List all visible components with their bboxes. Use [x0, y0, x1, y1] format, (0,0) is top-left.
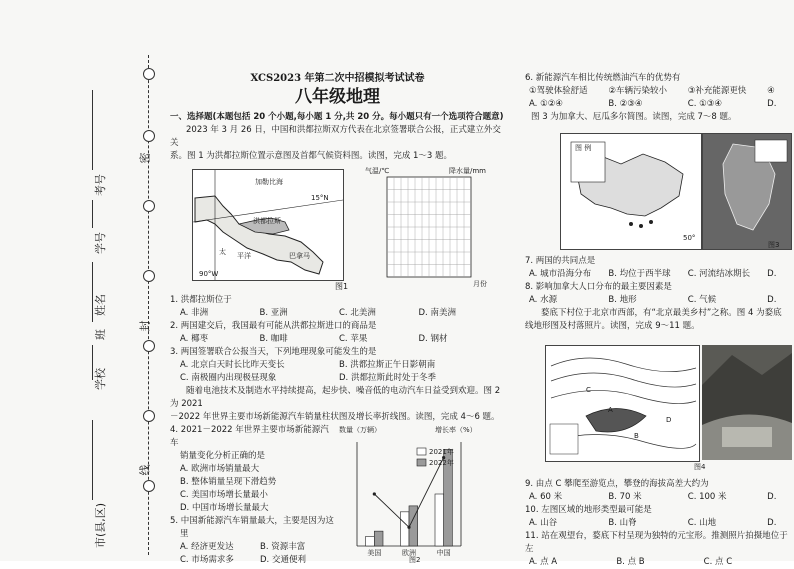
seal-mark: 封 — [138, 320, 152, 332]
question-stem: 11. 站在观望台，婺底下村呈现为独特的元宝形。推测照片拍摄地位于左 — [525, 531, 788, 554]
field-label-city: 市(县,区) — [94, 502, 107, 548]
option-b[interactable]: B. 点 B — [616, 557, 645, 567]
question-2 — [170, 320, 505, 346]
month-unit: 月份 — [473, 280, 487, 288]
contour-map — [545, 345, 700, 462]
binding-strip — [0, 0, 160, 561]
question-stem: 10. 左图区域的地形类型最可能是 — [525, 505, 652, 515]
option-d[interactable]: D. 钢材 — [418, 334, 448, 344]
point-a: A — [608, 406, 613, 414]
option-row — [525, 294, 791, 307]
option-b[interactable]: B. 洪都拉斯正午日影朝南 — [339, 360, 436, 370]
option-d[interactable]: D. 中国市场增长量最大 — [180, 503, 269, 513]
option-b[interactable]: B. ②③④ — [608, 99, 643, 109]
option-a[interactable]: A. 城市沿海分布 — [529, 269, 592, 279]
questions-9-11 — [525, 478, 790, 569]
legend-swatch — [417, 448, 426, 455]
category-label: 欧洲 — [402, 549, 416, 557]
point-d: D — [666, 416, 672, 424]
passage-line: －2022 年世界主要市场新能源汽车销量柱状图及增长率折线图。读图，完成 4～6 题。 — [170, 412, 500, 422]
field-label-name: 姓名 — [94, 294, 107, 316]
option-b[interactable]: B. 资源丰富 — [260, 542, 306, 552]
option-d[interactable]: D. — [767, 295, 777, 305]
option-a[interactable]: A. 60 米 — [529, 492, 563, 502]
right-column — [525, 72, 790, 124]
question-stem: 销量变化分析正确的是 — [180, 451, 266, 461]
option-b[interactable]: B. 均位于西半球 — [608, 269, 671, 279]
ecuador-map — [702, 133, 792, 250]
canal-label: 巴拿马 — [289, 252, 310, 260]
option-c[interactable]: C. ①③④ — [687, 99, 722, 109]
bar — [366, 536, 375, 546]
option-a[interactable]: A. 欧洲市场销量最大 — [180, 464, 260, 474]
option-c[interactable]: C. 苹果 — [339, 334, 368, 344]
seal-mark: 密 — [138, 152, 152, 164]
seal-dot — [143, 130, 155, 142]
seal-dot — [143, 410, 155, 422]
point-c: C — [586, 386, 591, 394]
question-stem: 8. 影响加拿大人口分布的最主要因素是 — [525, 282, 672, 292]
point-b: B — [634, 432, 639, 440]
climate-chart — [365, 165, 495, 290]
seal-mark: 线 — [138, 464, 152, 476]
option-d[interactable]: D. 交通便利 — [260, 555, 306, 565]
field-line[interactable] — [92, 345, 93, 380]
precipitation-axis-title: 降水量/mm — [449, 167, 486, 175]
option-a[interactable]: A. 山谷 — [529, 518, 558, 528]
option-row — [170, 333, 498, 346]
field-line[interactable] — [92, 420, 93, 500]
legend-swatch — [417, 459, 426, 466]
option-b[interactable]: B. 70 米 — [608, 492, 642, 502]
legend-label: 2022年 — [429, 459, 454, 467]
intro-line: 系。图 1 为洪都拉斯位置示意图及首都气候资料图。读图，完成 1～3 题。 — [170, 151, 453, 161]
category-label: 美国 — [367, 549, 382, 557]
option-row — [170, 541, 335, 554]
y2-axis-title: 增长率（%） — [435, 426, 477, 434]
contour-drawing — [546, 346, 699, 461]
section-heading: 一、选择题(本题包括 20 个小题,每小题 1 分,共 20 分。每小题只有一个选项符合题意) — [170, 112, 504, 122]
option-a[interactable]: A. 水源 — [529, 295, 558, 305]
question-stem: 7. 两国的共同点是 — [525, 256, 596, 266]
ev-sales-chart — [335, 424, 485, 564]
latitude-label: 15°N — [311, 194, 329, 202]
option-row — [170, 372, 498, 385]
option-c[interactable]: C. 点 C — [703, 557, 733, 567]
ocean-label: 太 — [219, 248, 226, 256]
legend-title: 图 例 — [575, 144, 592, 152]
option-a[interactable]: A. 点 A — [529, 557, 558, 567]
honduras-map — [192, 169, 344, 281]
option-c[interactable]: C. 市场需求多 — [180, 555, 234, 565]
option-b[interactable]: B. 山脊 — [608, 518, 637, 528]
option-b[interactable]: B. 咖啡 — [259, 334, 288, 344]
passage-line: 线地形图及村落照片。读图，完成 9～11 题。 — [525, 321, 700, 331]
subject-title: 八年级地理 — [295, 87, 380, 107]
bar — [374, 531, 383, 546]
exam-title: XCS2023 年第二次中招模拟考试试卷 — [250, 73, 425, 84]
option-d[interactable]: D. 洪都拉斯此时处于冬季 — [339, 373, 436, 383]
photo-drawing — [702, 345, 792, 460]
option-d[interactable]: D. 南美洲 — [418, 308, 456, 318]
option-a[interactable]: A. 非洲 — [180, 308, 209, 318]
intro-line: 2023 年 3 月 26 日，中国和洪都拉斯双方代表在北京签署联合公报，正式建立外交关 — [170, 125, 501, 148]
field-label-class: 班 — [94, 329, 107, 340]
option-c[interactable]: C. 南极圈内出现极昼现象 — [180, 373, 277, 383]
question-stem: 4. 2021－2022 年世界主要市场新能源汽车 — [170, 425, 329, 448]
figure-caption: 图1 — [335, 282, 349, 291]
ocean-label: 平洋 — [237, 252, 251, 260]
field-line[interactable] — [92, 90, 93, 170]
option-d[interactable]: D. — [767, 492, 777, 502]
field-label-school: 学校 — [94, 368, 107, 390]
option-c[interactable]: C. 河流结冰期长 — [687, 269, 751, 279]
y-axis-title: 数量（万辆） — [339, 426, 381, 434]
left-column — [170, 72, 505, 564]
field-label-exam-id: 考号 — [94, 174, 107, 196]
option-row — [525, 85, 791, 98]
growth-point — [373, 492, 376, 495]
statement-1: ①驾驶体验舒适 — [529, 86, 588, 96]
figure-1 — [170, 165, 505, 292]
statement-4: ④ — [767, 86, 775, 96]
canada-map — [560, 133, 702, 250]
seal-dot — [143, 200, 155, 212]
longitude-label: 90°W — [199, 270, 219, 278]
longitude-label: 50° — [683, 234, 696, 242]
climate-drawing — [365, 173, 495, 291]
figure-2-block — [170, 424, 505, 564]
question-stem: 6. 新能源汽车相比传统燃油汽车的优势有 — [525, 73, 681, 83]
option-b[interactable]: B. 整体销量呈现下滑趋势 — [180, 477, 277, 487]
question-3 — [170, 346, 505, 385]
passage-line: 婺底下村位于北京市西部，有“北京最美乡村”之称。图 4 为婺底 — [541, 308, 782, 318]
option-row — [525, 517, 791, 530]
statement-2: ②车辆污染较小 — [608, 86, 668, 96]
option-row — [525, 491, 791, 504]
temperature-axis-title: 气温/℃ — [365, 167, 390, 175]
question-4-5 — [170, 424, 335, 567]
option-row — [525, 268, 791, 281]
option-a[interactable]: A. 北京白天时长比昨天变长 — [180, 360, 285, 370]
growth-point — [407, 526, 410, 529]
question-stem: 里 — [180, 529, 189, 539]
field-line[interactable] — [92, 200, 93, 228]
sea-label: 加勒比海 — [255, 178, 283, 186]
bar — [400, 512, 409, 546]
bar — [435, 494, 444, 546]
seal-dot — [143, 68, 155, 80]
option-b[interactable]: B. 亚洲 — [259, 308, 288, 318]
country-label: 洪都拉斯 — [253, 217, 281, 225]
seal-dot — [143, 480, 155, 492]
bar-chart-svg — [335, 434, 485, 562]
option-row — [525, 98, 791, 111]
option-row — [525, 556, 791, 569]
option-row — [170, 307, 498, 320]
option-a[interactable]: A. 椰枣 — [180, 334, 209, 344]
question-stem: 1. 洪都拉斯位于 — [170, 295, 232, 305]
category-label: 中国 — [436, 549, 451, 557]
option-d[interactable]: D. — [767, 99, 777, 109]
figure-caption: 图3 — [768, 241, 780, 249]
option-c[interactable]: C. 100 米 — [687, 492, 727, 502]
seal-dot — [143, 270, 155, 282]
ecuador-drawing — [703, 134, 791, 249]
option-row — [170, 359, 498, 372]
option-c[interactable]: C. 北美洲 — [339, 308, 376, 318]
passage-line: 随着电池技术及制造水平持续提高，起步快、噪音低的电动汽车日益受到欢迎。图 2 为 2021 — [170, 386, 501, 409]
option-a[interactable]: A. ①②④ — [529, 99, 563, 109]
questions-7-8 — [525, 255, 790, 333]
legend-label: 2021年 — [429, 448, 454, 456]
statement-3: ③补充能源更快 — [687, 86, 747, 96]
option-c[interactable]: C. 气候 — [687, 295, 717, 305]
question-stem: 9. 由点 C 攀爬至游览点，攀登的海拔高差大约为 — [525, 479, 709, 489]
option-d[interactable]: D. — [767, 269, 777, 279]
figure-caption: 图4 — [694, 463, 706, 471]
option-a[interactable]: A. 经济更发达 — [180, 542, 234, 552]
question-stem: 2. 两国建交后，我国最有可能从洪都拉斯进口的商品是 — [170, 321, 377, 331]
village-photo — [702, 345, 792, 460]
fig3-intro: 图 3 为加拿大、厄瓜多尔简图。读图，完成 7～8 题。 — [531, 112, 737, 122]
figure-caption: 图2 — [409, 556, 421, 564]
seal-dot — [143, 340, 155, 352]
question-stem: 5. 中国新能源汽车销量最大，主要是因为这 — [170, 516, 334, 526]
option-c[interactable]: C. 山地 — [687, 518, 717, 528]
option-d[interactable]: D. — [767, 518, 777, 528]
question-stem: 3. 两国签署联合公报当天，下列地理现象可能发生的是 — [170, 347, 377, 357]
field-label-student-id: 学号 — [94, 232, 107, 254]
question-1 — [170, 294, 505, 320]
option-c[interactable]: C. 美国市场增长量最小 — [180, 490, 268, 500]
option-b[interactable]: B. 地形 — [608, 295, 637, 305]
